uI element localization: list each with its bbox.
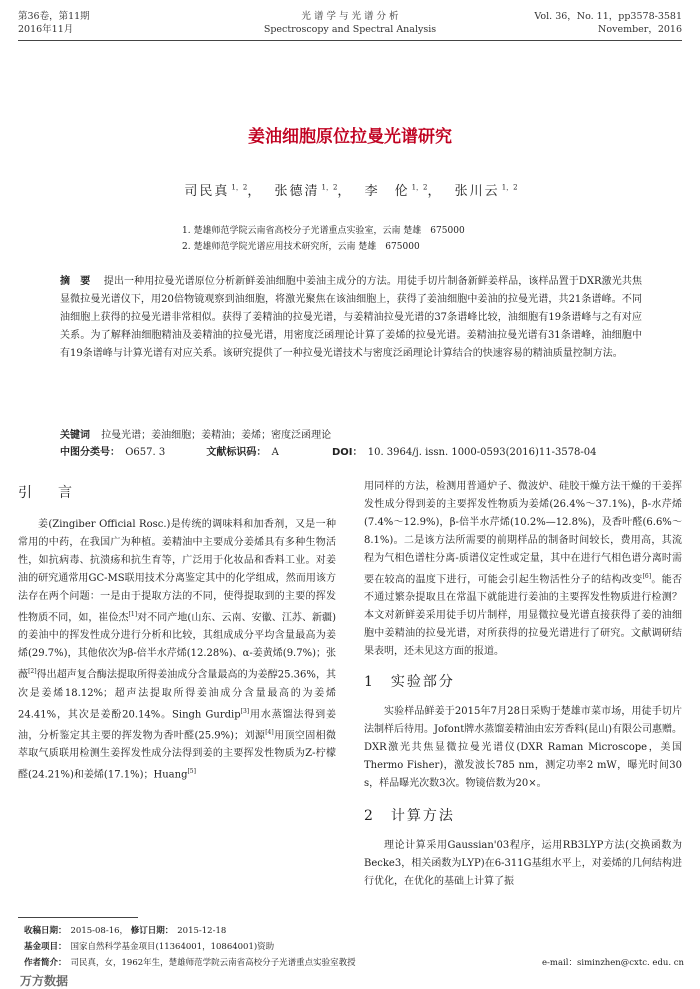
footnote-dates: 收稿日期： 2015-08-16， 修订日期： 2015-12-18: [24, 926, 227, 936]
doc-code-label: 文献标识码：: [206, 447, 267, 458]
paper-title: 姜油细胞原位拉曼光谱研究: [248, 127, 452, 147]
header-divider: [18, 40, 682, 41]
classification-line: [60, 446, 597, 460]
left-column: [18, 478, 336, 785]
footnote-divider: [18, 917, 138, 918]
keywords: [60, 429, 331, 443]
bio-label: 作者简介：: [24, 958, 67, 968]
abstract-label: 摘 要: [60, 276, 91, 287]
journal-pages-info: [534, 10, 682, 36]
volume-issue: 第36卷，第11期: [18, 11, 90, 22]
citation[interactable]: [3]: [240, 707, 250, 715]
received-label: 收稿日期：: [24, 926, 67, 936]
citation[interactable]: [1]: [128, 611, 138, 618]
keywords-text: 拉曼光谱；姜油细胞；姜精油；姜烯；密度泛函理论: [101, 430, 332, 441]
author: 司民真 $^{1,2}$，: [184, 183, 263, 199]
bio-text: 司民真，女，1962年生，楚雄师范学院云南省高校分子光谱重点实验室教授: [70, 958, 356, 968]
citation[interactable]: [6]: [642, 573, 652, 580]
citation[interactable]: [4]: [265, 728, 274, 736]
author-list: [0, 180, 700, 199]
author-email[interactable]: e-mail：siminzhen@cxtc. edu. cn: [542, 958, 684, 968]
clc-label: 中图分类号：: [60, 447, 120, 458]
month-year: November，2016: [598, 24, 682, 35]
revised-date: 2015-12-18: [177, 926, 227, 936]
section-title-experiment: 1 实验部分: [364, 674, 455, 691]
volume-pages: Vol. 36，No. 11，pp3578-3581: [534, 11, 682, 22]
doi-value: 10. 3964/j. issn. 1000-0593(2016)11-3578-04: [367, 447, 597, 458]
clc-value: O657. 3: [125, 447, 166, 458]
abstract-text: 提出一种用拉曼光谱原位分析新鲜姜油细胞中姜油主成分的方法。用徒手切片制备新鲜姜样品，该样品置于DXR激光共焦显微拉曼光谱仪下，用20倍物镜观察到油细胞，将激光聚焦在该油细胞上，获得了姜油细胞中姜油的拉曼光谱，共21条谱峰。不同油细胞上获得的拉曼光谱非常相似。获得了姜精油的拉曼光谱，与姜精油拉曼光谱的37条谱峰比较，油细胞有19条谱峰与之有对应关系。为了解释油细胞精油及姜精油的拉曼光谱，用密度泛函理论计算了姜烯的拉曼光谱。姜精油拉曼光谱有31条谱峰，油细胞中有19条谱峰与计算光谱有对应关系。该研究提供了一种拉曼光谱技术与密度泛函理论计算结合的快速容易的精油质量控制方法。: [60, 276, 643, 359]
fund-text: 国家自然科学基金项目(11364001，10864001)资助: [70, 942, 275, 952]
author: 张德清 $^{1,2}$，: [274, 183, 353, 199]
author: 张川云 $^{1,2}$: [454, 183, 518, 199]
intro-paragraph-continued: 用同样的方法，检测用普通炉子、微波炉、硅胶干燥方法干燥的干姜挥发性成分得到姜的主要挥发性物质为姜烯(26.4%～37.1%)，β-水芹烯(7.4%～12.9%)，β-倍半水芹烯(10.2%—12.8%)，及香叶醛(6.6%～8.1%)。二是该方法所需要的前期样品的制备时间较长，费用高，其流程为气相色谱柱分离-质谱仪定性或定量，其中在进行气相色谱分离时需要在较高的温度下进行，可能会引起生物活性分子的结构改变[6]。能否不通过繁杂提取且在常温下就能进行姜油的主要挥发性物质进行检测？本文对新鲜姜采用徒手切片制样，用显微拉曼光谱直接获得了姜的油细胞中姜精油的拉曼光谱，对所获得的拉曼光谱进行了研究。文献调研结果表明，还未见这方面的报道。: [364, 481, 683, 658]
journal-title-en: Spectroscopy and Spectral Analysis: [263, 24, 437, 35]
author: 李 伦 $^{1,2}$，: [364, 183, 443, 199]
journal-title-cn: 光 谱 学 与 光 谱 分 析: [301, 11, 399, 22]
calculation-paragraph: 理论计算采用Gaussian'03程序，运用RB3LYP方法(交换函数为Becke3，相关函数为LYP)在6-311G基组水平上，对姜烯的几何结构进行优化，在优化的基础上计算了振: [364, 840, 682, 888]
footnote-fund: [24, 941, 684, 953]
watermark: 万方数据: [20, 974, 69, 988]
citation[interactable]: [2]: [28, 668, 37, 676]
doc-code-value: A: [271, 447, 279, 458]
revised-label: 修订日期：: [130, 926, 174, 936]
abstract: [60, 273, 642, 363]
fund-label: 基金项目：: [24, 942, 67, 952]
keywords-label: 关键词: [60, 430, 90, 441]
experiment-paragraph: 实验样品鲜姜于2015年7月28日采购于楚雄市菜市场，用徒手切片法制样后待用。Jofont牌水蒸馏姜精油由宏芳香料(昆山)有限公司惠赠。DXR激光共焦显微拉曼光谱仪(DXR Raman Microscope，美国Thermo Fisher)，激发波长785 nm，测定功率2 mW，曝光时间30 s，样品曝光次数3次。物镜倍数为20×。: [364, 706, 683, 790]
section-title-intro: 引 言: [18, 485, 78, 501]
footnote-bio: [24, 957, 684, 969]
citation[interactable]: [5]: [187, 768, 196, 776]
right-column: [364, 478, 682, 891]
section-title-calculation: 2 计算方法: [364, 808, 455, 825]
affiliation-1: 1. 楚雄师范学院云南省高校分子光谱重点实验室，云南 楚雄 675000: [182, 226, 465, 236]
doi-label: DOI：: [332, 447, 363, 458]
intro-paragraph: 姜(Zingiber Official Rosc.)是传统的调味料和加香剂，又是一种常用的中药，在我国广为种植。姜精油中主要成分姜烯具有多种生物活性，如抗病毒、抗溃疡和抗生育等，广泛用于化妆品和香料工业。对姜油的研究通常用GC-MS联用技术分离鉴定其中的化学组成，然而用该方法存在两个问题：一是由于提取方法的不同，使得提取到的主要的挥发性物质不同，如，崔俭杰[1]对不同产地(山东、云南、安徽、江苏、新疆)的姜油中的挥发性成分进行分析和比较，其组成成分平均含量最高为姜烯(29.7%)，其他依次为β-倍半水芹烯(12.28%)、α-姜黄烯(9.7%)；张薇[2]得出超声复合酶法提取所得姜油成分含量最高的为姜醇25.36%，其次是姜烯18.12%；超声法提取所得姜油成分含量最高的为姜烯24.41%，其次是姜酚20.14%。Singh Gurdip[3]用水蒸馏法得到姜油，分析鉴定其主要的挥发物为香叶醛(25.9%)；刘源[4]用顶空固相微萃取气质联用检测生姜挥发性成分法得到姜的主要挥发性物质为Z-柠檬醛(24.21%)和姜烯(17.1%)；Huang[5]: [18, 519, 337, 781]
received-date: 2015-08-16: [70, 926, 120, 936]
issue-date: 2016年11月: [18, 24, 74, 35]
affiliation-2: 2. 楚雄师范学院光谱应用技术研究所，云南 楚雄 675000: [182, 242, 420, 252]
